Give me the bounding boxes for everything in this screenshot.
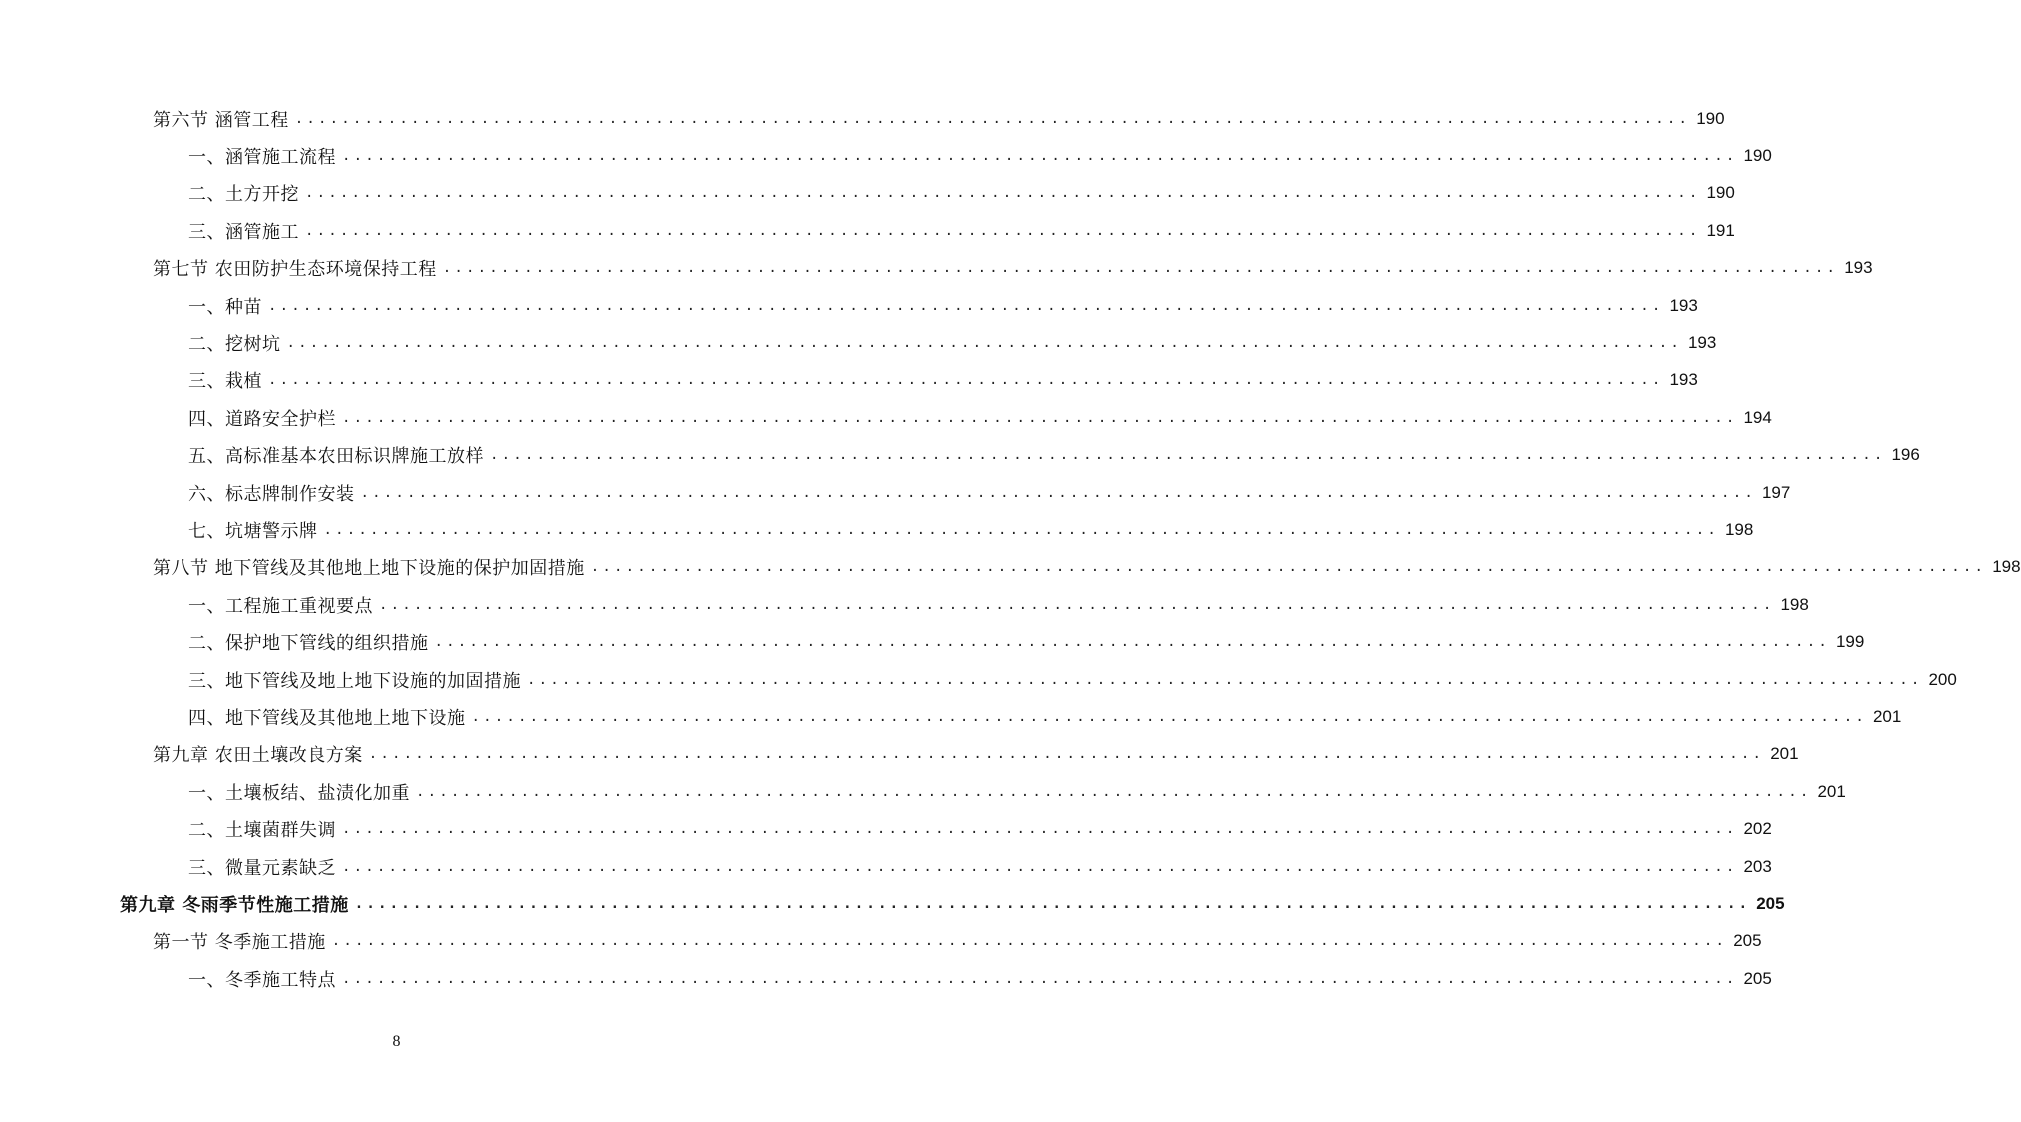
toc-entry-title: 四、道路安全护栏 [188, 408, 336, 430]
toc-entry-page-number: 190 [1743, 146, 1772, 166]
toc-entry-title: 五、高标准基本农田标识牌施工放样 [188, 446, 484, 468]
toc-entry-page-number: 198 [1724, 519, 1754, 539]
dot-leader: ........................................................................................................................ [294, 110, 1691, 127]
dot-leader: ........................................................................................................................ [268, 372, 1664, 389]
toc-entry-page-number: 201 [1770, 744, 1799, 764]
dot-leader: ........................................................................................................................ [434, 634, 1830, 651]
dot-leader: ........................................................................................................................ [471, 708, 1867, 725]
toc-entry-page-number: 193 [1669, 295, 1698, 315]
toc-section-entry[interactable] [0, 549, 2021, 586]
toc-entry-title: 三、栽植 [188, 371, 262, 393]
toc-subsection-entry[interactable] [0, 661, 1957, 698]
toc-subsection-entry[interactable] [0, 212, 1735, 249]
toc-entry-title: 三、涵管施工 [188, 221, 299, 243]
toc-entry-page-number: 196 [1891, 445, 1920, 465]
dot-leader: ........................................................................................................................ [323, 521, 1719, 538]
toc-entry-title: 七、坑塘警示牌 [188, 520, 318, 542]
toc-subsection-entry[interactable] [0, 287, 1698, 324]
toc-entry-title: 二、土壤菌群失调 [188, 820, 336, 842]
toc-entry-page-number: 197 [1761, 482, 1791, 502]
dot-leader: ........................................................................................................................ [360, 484, 1756, 501]
toc-subsection-entry[interactable] [0, 698, 1902, 735]
dot-leader: ........................................................................................................................ [305, 222, 1701, 239]
toc-subsection-entry[interactable] [0, 848, 1772, 885]
page-number: 8 [392, 1033, 401, 1050]
toc-entry-title: 一、冬季施工特点 [188, 969, 336, 991]
dot-leader: ........................................................................................................................ [342, 970, 1738, 987]
dot-leader: ........................................................................................................................ [342, 148, 1738, 165]
toc-entry-title: 第六节 涵管工程 [153, 109, 289, 131]
toc-entry-title: 二、挖树坑 [188, 334, 281, 356]
dot-leader: ........................................................................................................................ [379, 596, 1775, 613]
toc-entry-page-number: 190 [1706, 183, 1735, 203]
table-of-contents [0, 100, 2021, 997]
toc-subsection-entry[interactable] [0, 586, 1809, 623]
toc-entry-page-number: 201 [1872, 706, 1902, 726]
toc-entry-page-number: 200 [1928, 669, 1957, 689]
toc-subsection-entry[interactable] [0, 175, 1735, 212]
toc-chapter-entry[interactable] [0, 885, 1785, 922]
dot-leader: ........................................................................................................................ [305, 185, 1701, 202]
dot-leader: ........................................................................................................................ [590, 559, 1987, 576]
toc-entry-page-number: 198 [1780, 594, 1809, 614]
toc-entry-page-number: 205 [1756, 893, 1785, 913]
toc-subsection-entry[interactable] [0, 623, 1865, 660]
toc-entry-page-number: 205 [1743, 968, 1772, 988]
toc-section-entry[interactable] [0, 250, 1873, 287]
toc-entry-title: 一、涵管施工流程 [188, 147, 336, 169]
toc-subsection-entry[interactable] [0, 474, 1791, 511]
dot-leader: ........................................................................................................................ [342, 821, 1738, 838]
toc-entry-page-number: 193 [1669, 370, 1698, 390]
dot-leader: ........................................................................................................................ [490, 447, 1886, 464]
toc-entry-title: 第七节 农田防护生态环境保持工程 [153, 259, 437, 281]
toc-subsection-entry[interactable] [0, 137, 1772, 174]
toc-entry-page-number: 193 [1687, 333, 1717, 353]
toc-entry-page-number: 202 [1743, 819, 1772, 839]
toc-entry-page-number: 205 [1733, 931, 1762, 951]
dot-leader: ........................................................................................................................ [342, 409, 1738, 426]
dot-leader: ........................................................................................................................ [442, 260, 1839, 277]
toc-section-entry[interactable] [0, 100, 1725, 137]
dot-leader: ........................................................................................................................ [268, 297, 1664, 314]
toc-entry-page-number: 203 [1743, 856, 1772, 876]
toc-entry-page-number: 194 [1743, 407, 1772, 427]
toc-entry-title: 一、工程施工重视要点 [188, 595, 373, 617]
toc-entry-title: 二、土方开挖 [188, 184, 299, 206]
toc-entry-title: 第九章 冬雨季节性施工措施 [120, 894, 349, 916]
toc-subsection-entry[interactable] [0, 362, 1698, 399]
toc-entry-page-number: 191 [1706, 220, 1735, 240]
toc-section-entry[interactable] [0, 923, 1762, 960]
dot-leader: ........................................................................................................................ [331, 933, 1728, 950]
toc-entry-title: 一、土壤板结、盐渍化加重 [188, 782, 410, 804]
dot-leader: ........................................................................................................................ [527, 671, 1923, 688]
toc-entry-title: 第一节 冬季施工措施 [153, 932, 326, 954]
toc-section-entry[interactable] [0, 736, 1799, 773]
toc-entry-page-number: 190 [1696, 108, 1725, 128]
toc-subsection-entry[interactable] [0, 399, 1772, 436]
toc-entry-title: 二、保护地下管线的组织措施 [188, 633, 429, 655]
toc-subsection-entry[interactable] [0, 773, 1846, 810]
toc-entry-title: 第八节 地下管线及其他地上地下设施的保护加固措施 [153, 558, 585, 580]
toc-entry-title: 一、种苗 [188, 296, 262, 318]
dot-leader: ........................................................................................................................ [286, 335, 1682, 352]
toc-entry-page-number: 201 [1817, 781, 1846, 801]
dot-leader: ........................................................................................................................ [354, 895, 1751, 912]
toc-entry-title: 三、地下管线及地上地下设施的加固措施 [188, 670, 521, 692]
toc-subsection-entry[interactable] [0, 324, 1717, 361]
toc-entry-page-number: 199 [1835, 632, 1865, 652]
toc-subsection-entry[interactable] [0, 511, 1754, 548]
toc-entry-title: 三、微量元素缺乏 [188, 857, 336, 879]
toc-entry-page-number: 198 [1992, 557, 2021, 577]
toc-entry-page-number: 193 [1844, 258, 1873, 278]
dot-leader: ........................................................................................................................ [416, 783, 1812, 800]
dot-leader: ........................................................................................................................ [368, 746, 1765, 763]
toc-entry-title: 四、地下管线及其他地上地下设施 [188, 707, 466, 729]
toc-subsection-entry[interactable] [0, 960, 1772, 997]
toc-subsection-entry[interactable] [0, 437, 1920, 474]
toc-entry-title: 六、标志牌制作安装 [188, 483, 355, 505]
toc-subsection-entry[interactable] [0, 810, 1772, 847]
toc-entry-title: 第九章 农田土壤改良方案 [153, 745, 363, 767]
dot-leader: ........................................................................................................................ [342, 858, 1738, 875]
